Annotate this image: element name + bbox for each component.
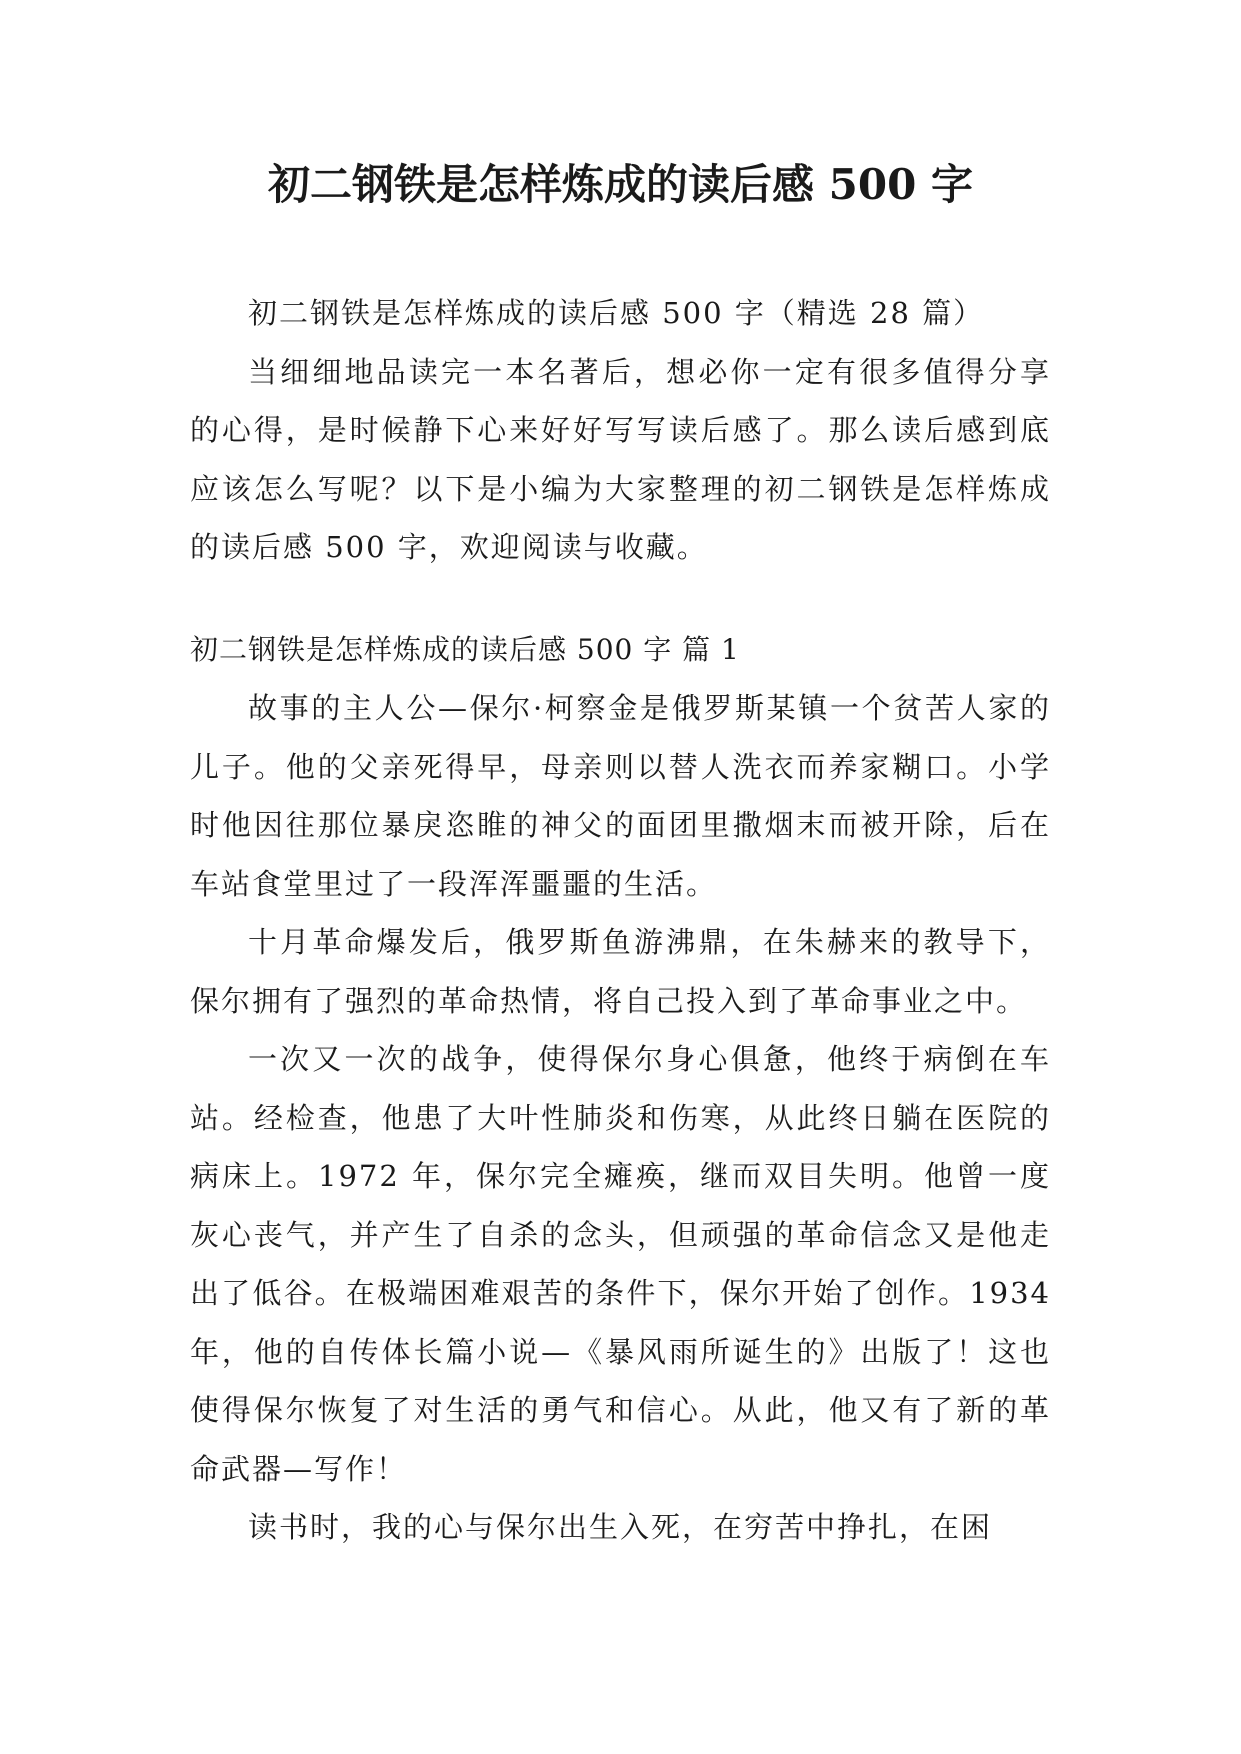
document-title: 初二钢铁是怎样炼成的读后感 500 字 [268, 160, 973, 209]
intro-paragraph: 当细细地品读完一本名著后，想必你一定有很多值得分享的心得，是时候静下心来好好写写读后感了。那么读后感到底应该怎么写呢？以下是小编为大家整理的初二钢铁是怎样炼成的读后感 500 字，欢迎阅读与收藏。 [190, 354, 1051, 564]
document-body [190, 284, 1051, 1557]
body-paragraph: 十月革命爆发后，俄罗斯鱼游沸鼎，在朱赫来的教导下，保尔拥有了强烈的革命热情，将自己投入到了革命事业之中。 [190, 925, 1051, 1018]
body-paragraph: 一次又一次的战争，使得保尔身心俱惫，他终于病倒在车站。经检查，他患了大叶性肺炎和伤寒，从此终日躺在医院的病床上。1972 年，保尔完全瘫痪，继而双目失明。他曾一度灰心丧气，并产生了自杀的念头，但顽强的革命信念又是他走出了低谷。在极端困难艰苦的条件下，保尔开始了创作。1934 年，他的自传体长篇小说—《暴风雨所诞生的》出版了！这也使得保尔恢复了对生活的勇气和信心。从此，他又有了新的革命武器—写作！ [190, 1042, 1051, 1486]
section-heading: 初二钢铁是怎样炼成的读后感 500 字 篇 1 [190, 632, 740, 666]
document-subtitle: 初二钢铁是怎样炼成的读后感 500 字（精选 28 篇） [248, 296, 985, 330]
body-paragraph: 读书时，我的心与保尔出生入死，在穷苦中挣扎，在困 [248, 1510, 993, 1544]
body-paragraph: 故事的主人公—保尔·柯察金是俄罗斯某镇一个贫苦人家的儿子。他的父亲死得早，母亲则以替人洗衣而养家糊口。小学时他因往那位暴戾恣睢的神父的面团里撒烟末而被开除，后在车站食堂里过了一段浑浑噩噩的生活。 [190, 691, 1051, 901]
